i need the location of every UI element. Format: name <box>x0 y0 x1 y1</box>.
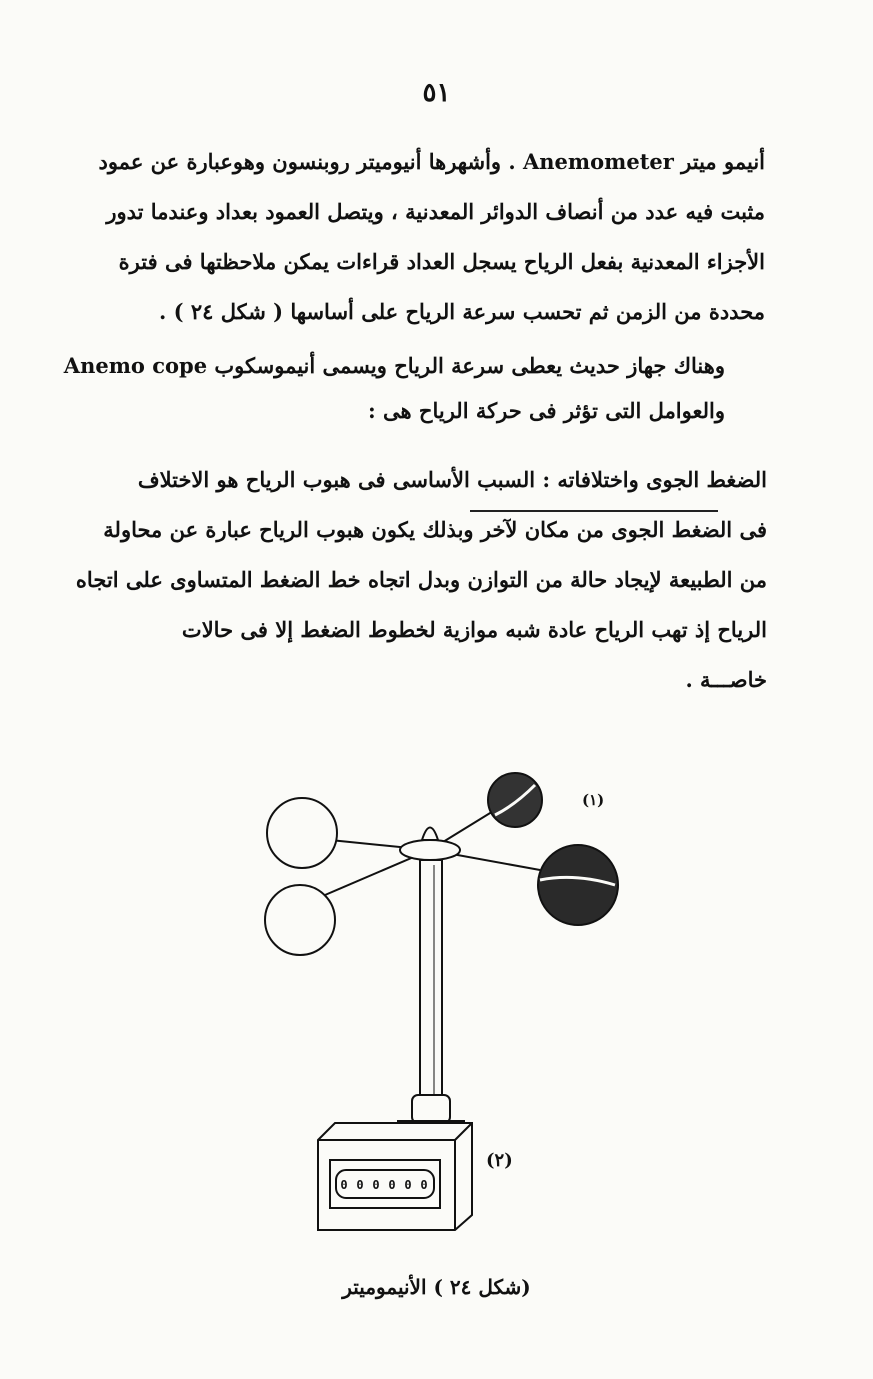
text-line: والعوامل التى تؤثر فى حركة الرياح هى : <box>367 398 725 423</box>
anemometer-illustration <box>240 755 640 1245</box>
figure-label-1: (١) <box>582 791 605 809</box>
paragraph-anemometer <box>100 137 765 337</box>
cup-top-left <box>267 798 337 868</box>
text-line: أنيمو ميتر Anemometer . وأشهرها أنيوميتر روبنسون وهوعبارة عن عمود <box>98 149 765 174</box>
text-line: مثبت فيه عدد من أنصاف الدوائر المعدنية ، ويتصل العمود بعداد وعندما تدور <box>106 199 765 224</box>
cup-right <box>538 845 618 925</box>
text-line: وهناك جهاز حديث يعطى سرعة الرياح ويسمى أنيموسكوب Anemo cope <box>63 353 725 378</box>
cup-top-right <box>488 773 542 827</box>
figure-label-2: (٢) <box>486 1150 513 1171</box>
mast <box>420 860 442 1100</box>
text-line: من الطبيعة لإيجاد حالة من التوازن وبدل اتجاه خط الضغط المتساوى على اتجاه <box>75 567 767 592</box>
counter-digit: 0 <box>388 1178 396 1192</box>
figure-caption: (شكل ٢٤ ) الأنيموميتر <box>342 1275 531 1299</box>
counter-digit: 0 <box>372 1178 380 1192</box>
text-line: الضغط الجوى واختلافاته : السبب الأساسى فى هبوب الرياح هو الاختلاف <box>137 467 767 492</box>
heading-underline <box>470 510 718 512</box>
counter-digit: 0 <box>340 1178 348 1192</box>
paragraph-pressure <box>75 455 767 705</box>
counter-digit: 0 <box>404 1178 412 1192</box>
text-line: الرياح إذ تهب الرياح عادة شبه موازية لخطوط الضغط إلا فى حالات <box>181 617 767 642</box>
text-line: محددة من الزمن ثم تحسب سرعة الرياح على أساسها ( شكل ٢٤ ) . <box>158 299 765 324</box>
page-number: ٥١ <box>422 78 451 108</box>
paragraph-anemoscope <box>63 343 725 433</box>
text-line: فى الضغط الجوى من مكان لآخر وبذلك يكون هبوب الرياح عبارة عن محاولة <box>103 517 767 542</box>
counter-digit: 0 <box>420 1178 428 1192</box>
counter-digit: 0 <box>356 1178 364 1192</box>
text-line: خاصـــة . <box>685 667 767 692</box>
text-line: الأجزاء المعدنية بفعل الرياح يسجل العداد قراءات يمكن ملاحظتها فى فترة <box>118 249 765 274</box>
cup-bottom-left <box>265 885 335 955</box>
